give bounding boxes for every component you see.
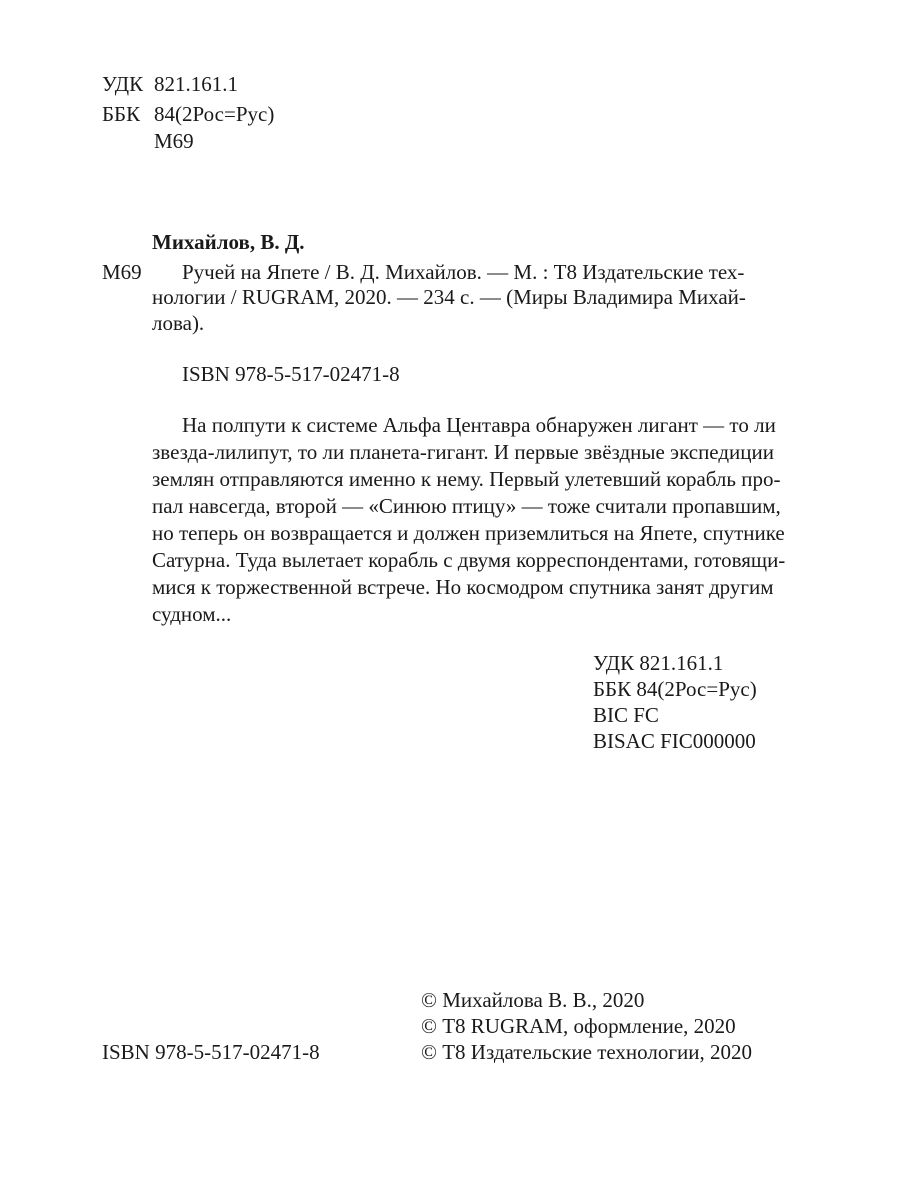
codes-bbk: ББК 84(2Рос=Рус) [593,677,757,701]
annotation-line: но теперь он возвращается и должен приземлиться на Япете, спутнике [152,521,785,545]
author-mark: М69 [154,129,194,153]
bib-isbn: ISBN 978-5-517-02471-8 [182,362,400,386]
bib-description-line: нологии / RUGRAM, 2020. — 234 с. — (Миры Владимира Михай- [152,285,746,309]
footer-isbn: ISBN 978-5-517-02471-8 [102,1040,320,1064]
annotation-line: На полпути к системе Альфа Центавра обнаружен лигант — то ли [182,413,776,437]
copyright-author: © Михайлова В. В., 2020 [421,988,645,1012]
copyright-publisher: © Т8 Издательские технологии, 2020 [421,1040,752,1064]
author-mark-row [102,126,194,156]
annotation-line: судном... [152,602,232,626]
bbk-label: ББК [102,102,141,126]
bbk-value: 84(2Рос=Рус) [154,102,275,126]
annotation-line: мися к торжественной встрече. Но космодром спутника занят другим [152,575,774,599]
codes-bisac: BISAC FIC000000 [593,729,756,753]
bib-description-line: лова). [152,311,205,335]
annotation-line: Сатурна. Туда вылетает корабль с двумя корреспондентами, готовящи- [152,548,786,572]
codes-udk: УДК 821.161.1 [593,651,724,675]
udk-row [102,69,238,99]
bbk-row [102,99,274,129]
udk-value: 821.161.1 [154,72,238,96]
udk-label: УДК [102,72,144,96]
annotation-line: звезда-лилипут, то ли планета-гигант. И первые звёздные экспедиции [152,440,774,464]
codes-bic: BIC FC [593,703,659,727]
annotation-line: землян отправляются именно к нему. Первый улетевший корабль про- [152,467,781,491]
bib-author-mark: М69 [102,260,142,284]
bib-description-line: Ручей на Япете / В. Д. Михайлов. — М. : Т8 Издательские тех- [182,260,745,284]
annotation-line: пал навсегда, второй — «Синюю птицу» — тоже считали пропавшим, [152,494,781,518]
author-heading: Михайлов, В. Д. [152,230,305,254]
copyright-design: © Т8 RUGRAM, оформление, 2020 [421,1014,736,1038]
